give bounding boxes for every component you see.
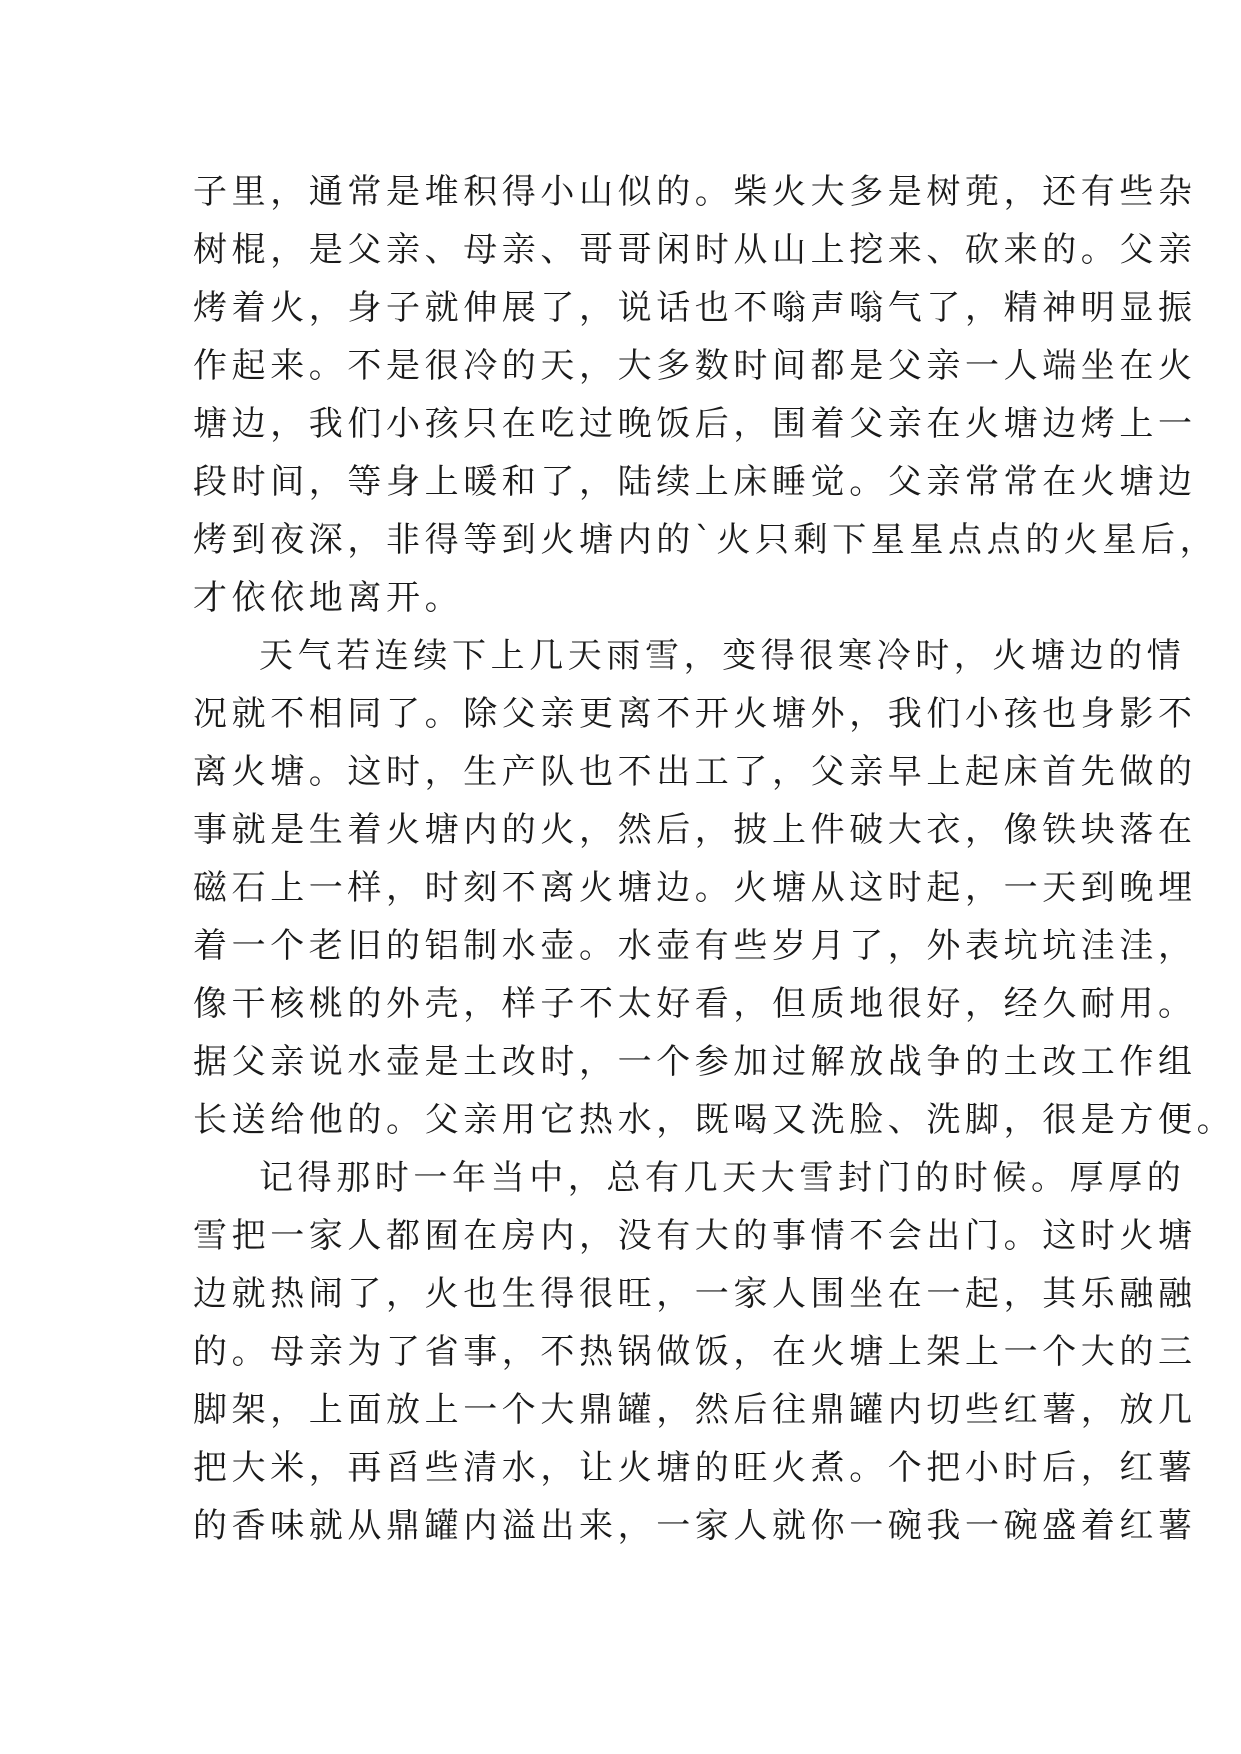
text-line: 的香味就从鼎罐内溢出来，一家人就你一碗我一碗盛着红薯 xyxy=(193,1506,1197,1546)
text-line: 况就不相同了。除父亲更离不开火塘外，我们小孩也身影不 xyxy=(193,694,1197,734)
text-line: 长送给他的。父亲用它热水，既喝又洗脸、洗脚，很是方便。 xyxy=(193,1100,1236,1140)
text-line: 才依依地离开。 xyxy=(193,578,464,618)
text-line: 记得那时一年当中，总有几天大雪封门的时候。厚厚的 xyxy=(259,1158,1186,1198)
text-line: 段时间，等身上暖和了，陆续上床睡觉。父亲常常在火塘边 xyxy=(193,462,1197,502)
text-line: 子里，通常是堆积得小山似的。柴火大多是树蔸，还有些杂 xyxy=(193,172,1197,212)
text-line: 把大米，再舀些清水，让火塘的旺火煮。个把小时后，红薯 xyxy=(193,1448,1197,1488)
text-line: 边就热闹了，火也生得很旺，一家人围坐在一起，其乐融融 xyxy=(193,1274,1197,1314)
text-line: 塘边，我们小孩只在吃过晚饭后，围着父亲在火塘边烤上一 xyxy=(193,404,1197,444)
text-line: 着一个老旧的铝制水壶。水壶有些岁月了，外表坑坑洼洼， xyxy=(193,926,1197,966)
text-line: 烤到夜深，非得等到火塘内的`火只剩下星星点点的火星后， xyxy=(193,520,1219,560)
text-line: 离火塘。这时，生产队也不出工了，父亲早上起床首先做的 xyxy=(193,752,1197,792)
text-line: 雪把一家人都囿在房内，没有大的事情不会出门。这时火塘 xyxy=(193,1216,1197,1256)
text-line: 据父亲说水壶是土改时，一个参加过解放战争的土改工作组 xyxy=(193,1042,1197,1082)
text-line: 事就是生着火塘内的火，然后，披上件破大衣，像铁块落在 xyxy=(193,810,1197,850)
text-line: 磁石上一样，时刻不离火塘边。火塘从这时起，一天到晚埋 xyxy=(193,868,1197,908)
text-line: 的。母亲为了省事，不热锅做饭，在火塘上架上一个大的三 xyxy=(193,1332,1197,1372)
text-line: 像干核桃的外壳，样子不太好看，但质地很好，经久耐用。 xyxy=(193,984,1197,1024)
text-line: 树棍，是父亲、母亲、哥哥闲时从山上挖来、砍来的。父亲 xyxy=(193,230,1197,270)
document-body xyxy=(193,163,1236,1555)
text-line: 天气若连续下上几天雨雪，变得很寒冷时，火塘边的情 xyxy=(259,636,1186,676)
text-line: 烤着火，身子就伸展了，说话也不嗡声嗡气了，精神明显振 xyxy=(193,288,1197,328)
text-line: 脚架，上面放上一个大鼎罐，然后往鼎罐内切些红薯，放几 xyxy=(193,1390,1197,1430)
text-line: 作起来。不是很冷的天，大多数时间都是父亲一人端坐在火 xyxy=(193,346,1197,386)
